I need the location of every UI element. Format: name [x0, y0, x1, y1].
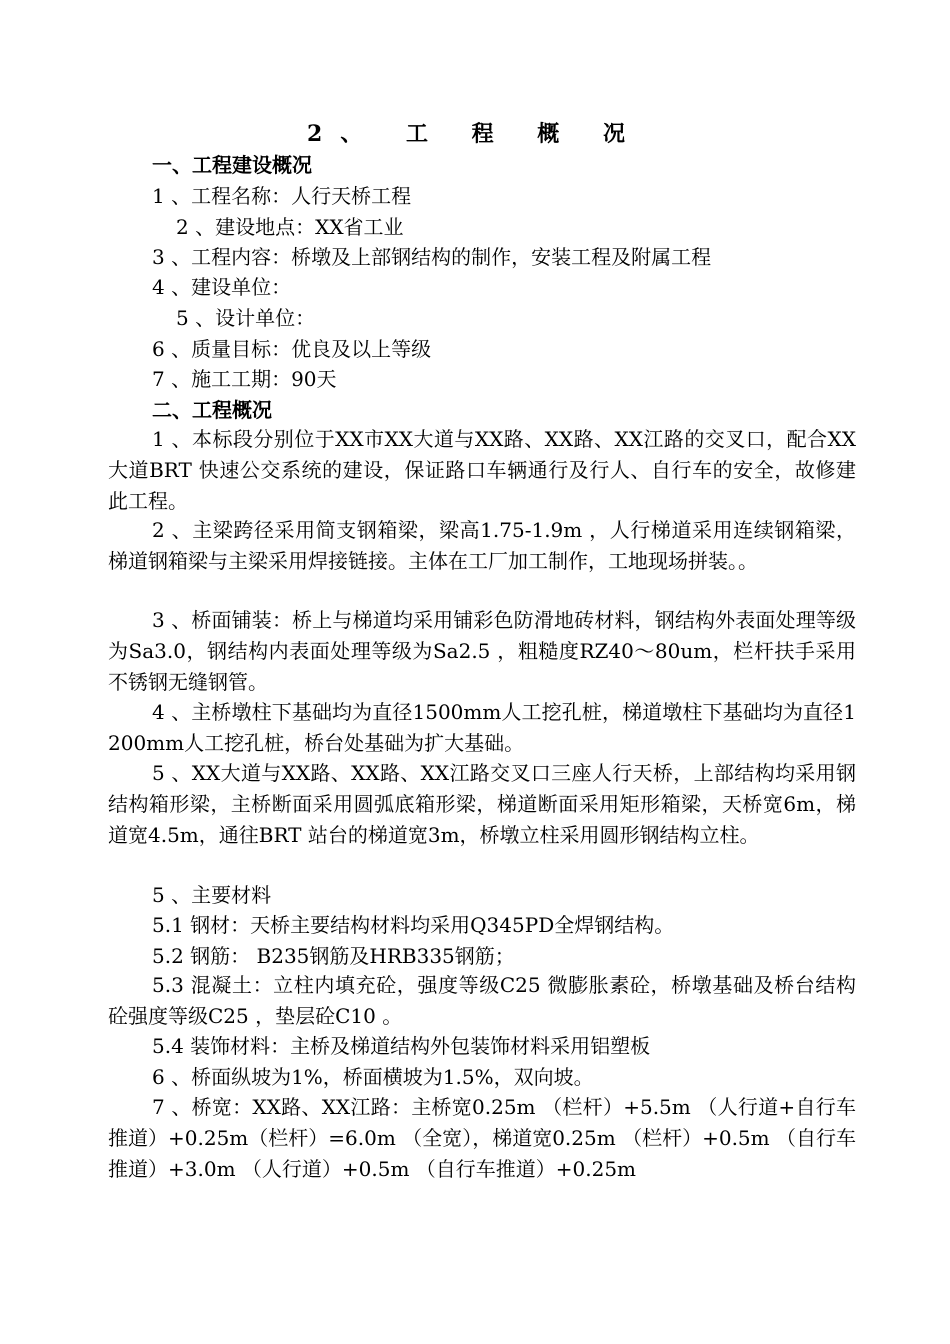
item-owner: 4 、建设单位： — [152, 275, 292, 299]
item-duration: 7 、施工工期：90天 — [152, 367, 337, 391]
paragraph-foundation: 4 、主桥墩柱下基础均为直径1500mm人工挖孔桩，梯道墩柱下基础均为直径1200mm人工挖孔桩，桥台处基础为扩大基础。 — [108, 700, 856, 755]
paragraph-deck: 3 、桥面铺装：桥上与梯道均采用铺彩色防滑地砖材料，钢结构外表面处理等级为Sa3.0，钢结构内表面处理等级为Sa2.5 ，粗糙度RZ40～80um，栏杆扶手采用不锈钢无缝钢管。 — [108, 608, 856, 694]
page-title: 2、 工 程 概 况 — [307, 121, 643, 147]
material-concrete: 5.3 混凝土：立柱内填充砼，强度等级C25 微膨胀素砼，桥墩基础及桥台结构砼强度等级C25 ，垫层砼C10 。 — [108, 973, 856, 1028]
paragraph-structure: 5 、XX大道与XX路、XX路、XX江路交叉口三座人行天桥，上部结构均采用钢结构箱形梁，主桥断面采用圆弧底箱形梁，梯道断面采用矩形箱梁，天桥宽6m，梯道宽4.5m，通往BRT 站台的梯道宽3m，桥墩立柱采用圆形钢结构立柱。 — [108, 761, 856, 847]
material-steel: 5.1 钢材：天桥主要结构材料均采用Q345PD全焊钢结构。 — [152, 913, 675, 937]
paragraph-slope: 6 、桥面纵坡为1%，桥面横坡为1.5%，双向坡。 — [152, 1065, 594, 1089]
item-project-name: 1 、工程名称：人行天桥工程 — [152, 184, 412, 208]
item-designer: 5 、设计单位： — [176, 306, 316, 330]
item-content: 3 、工程内容：桥墩及上部钢结构的制作，安装工程及附属工程 — [152, 245, 712, 269]
materials-heading: 5 、主要材料 — [152, 883, 272, 907]
item-location: 2 、建设地点：XX省工业 — [176, 215, 404, 239]
material-rebar: 5.2 钢筋： B235钢筋及HRB335钢筋； — [152, 944, 515, 968]
paragraph-width: 7 、桥宽：XX路、XX江路：主桥宽0.25m （栏杆）+5.5m （人行道+自行车推道）+0.25m（栏杆）=6.0m （全宽），梯道宽0.25m （栏杆）+0.5m （自行车推道）+3.0m （人行道）+0.5m （自行车推道）+0.25m — [108, 1095, 856, 1181]
section-heading-summary: 二、工程概况 — [152, 398, 272, 422]
material-decoration: 5.4 装饰材料：主桥及梯道结构外包装饰材料采用铝塑板 — [152, 1034, 651, 1058]
item-quality: 6 、质量目标：优良及以上等级 — [152, 337, 432, 361]
section-heading-overview: 一、工程建设概况 — [152, 153, 312, 177]
paragraph-girder: 2 、主梁跨径采用简支钢箱梁，梁高1.75-1.9m ，人行梯道采用连续钢箱梁，梯道钢箱梁与主梁采用焊接链接。主体在工厂加工制作，工地现场拼装。。 — [108, 518, 856, 573]
paragraph-location: 1 、本标段分别位于XX市XX大道与XX路、XX路、XX江路的交叉口，配合XX大道BRT 快速公交系统的建设，保证路口车辆通行及行人、自行车的安全，故修建此工程。 — [108, 427, 856, 513]
